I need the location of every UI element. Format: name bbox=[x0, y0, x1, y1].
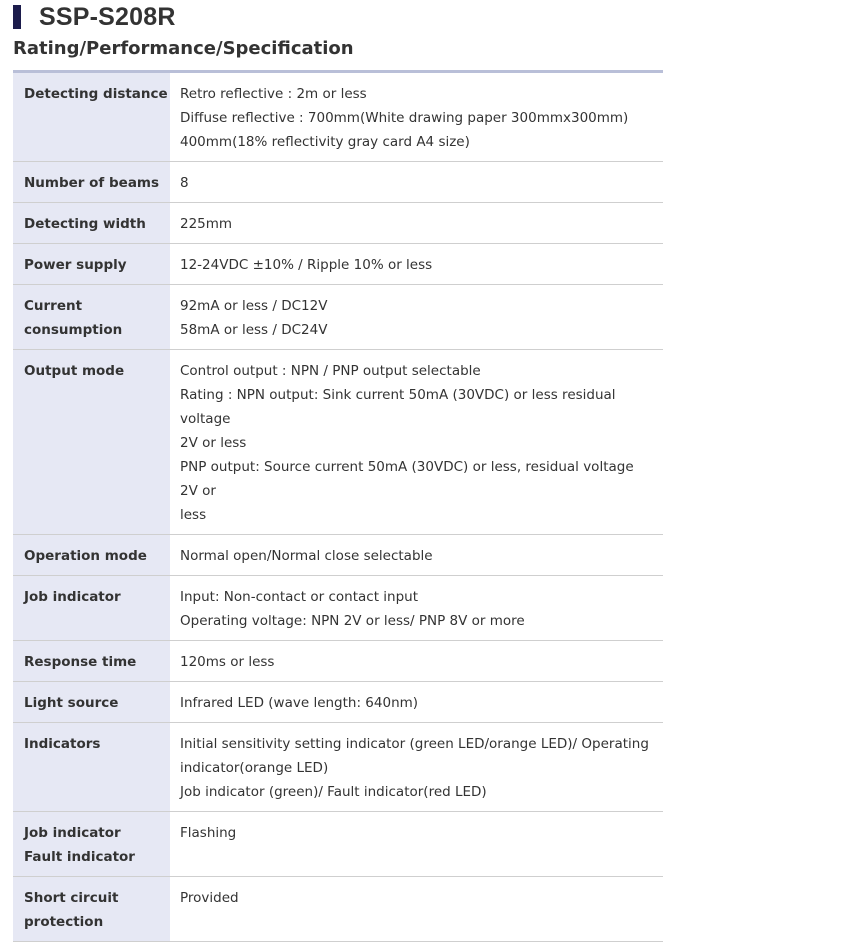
spec-value-line: PNP output: Source current 50mA (30VDC) or less, residual voltage 2V or bbox=[180, 459, 634, 499]
spec-value bbox=[170, 877, 663, 942]
spec-label-line: consumption bbox=[24, 322, 123, 338]
spec-value-line: Flashing bbox=[180, 825, 237, 841]
spec-value-line: Retro reflective : 2m or less bbox=[180, 86, 367, 102]
spec-label bbox=[13, 535, 170, 576]
spec-value-line: Provided bbox=[180, 890, 239, 906]
spec-value-line: Job indicator (green)/ Fault indicator(red LED) bbox=[180, 784, 487, 800]
spec-label bbox=[13, 285, 170, 350]
spec-row bbox=[13, 576, 663, 641]
spec-label bbox=[13, 244, 170, 285]
spec-value-line: less bbox=[180, 507, 207, 523]
spec-label-line: Detecting width bbox=[24, 216, 146, 232]
page-title-bar bbox=[13, 4, 176, 30]
spec-row bbox=[13, 244, 663, 285]
spec-value-line: 225mm bbox=[180, 216, 233, 232]
spec-row bbox=[13, 723, 663, 812]
section-heading: Rating/Performance/Specification bbox=[13, 38, 354, 59]
page-title: SSP-S208R bbox=[39, 2, 176, 31]
spec-label bbox=[13, 350, 170, 535]
spec-value-line: Operating voltage: NPN 2V or less/ PNP 8V or more bbox=[180, 613, 525, 629]
spec-value bbox=[170, 576, 663, 641]
spec-label-line: Job indicator bbox=[24, 589, 121, 605]
spec-value bbox=[170, 812, 663, 877]
title-marker bbox=[13, 5, 21, 29]
spec-value bbox=[170, 723, 663, 812]
spec-label-line: Current bbox=[24, 298, 83, 314]
spec-value-line: 92mA or less / DC12V bbox=[180, 298, 328, 314]
spec-label bbox=[13, 723, 170, 812]
spec-row bbox=[13, 203, 663, 244]
spec-row bbox=[13, 682, 663, 723]
spec-value-line: 400mm(18% reflectivity gray card A4 size) bbox=[180, 134, 470, 150]
spec-table-body bbox=[13, 72, 663, 942]
spec-label bbox=[13, 203, 170, 244]
spec-label-line: Indicators bbox=[24, 736, 101, 752]
spec-row bbox=[13, 535, 663, 576]
spec-value-line: Infrared LED (wave length: 640nm) bbox=[180, 695, 419, 711]
spec-row bbox=[13, 641, 663, 682]
spec-row bbox=[13, 877, 663, 942]
spec-value bbox=[170, 244, 663, 285]
spec-row bbox=[13, 812, 663, 877]
spec-value-line: 12-24VDC ±10% / Ripple 10% or less bbox=[180, 257, 433, 273]
spec-value-line: Initial sensitivity setting indicator (green LED/orange LED)/ Operating bbox=[180, 736, 649, 752]
spec-label-line: Response time bbox=[24, 654, 137, 670]
spec-label-line: Power supply bbox=[24, 257, 127, 273]
spec-value bbox=[170, 641, 663, 682]
spec-value bbox=[170, 72, 663, 162]
spec-value-line: Normal open/Normal close selectable bbox=[180, 548, 433, 564]
spec-label-line: Output mode bbox=[24, 363, 125, 379]
spec-label bbox=[13, 812, 170, 877]
spec-value-line: Diffuse reflective : 700mm(White drawing paper 300mmx300mm) bbox=[180, 110, 629, 126]
spec-row bbox=[13, 162, 663, 203]
spec-value-line: indicator(orange LED) bbox=[180, 760, 329, 776]
spec-label-line: Light source bbox=[24, 695, 119, 711]
spec-value-line: Input: Non-contact or contact input bbox=[180, 589, 419, 605]
spec-label bbox=[13, 576, 170, 641]
spec-label-line: Operation mode bbox=[24, 548, 147, 564]
spec-label-line: Detecting distance bbox=[24, 86, 168, 102]
spec-value-line: Control output : NPN / PNP output selectable bbox=[180, 363, 481, 379]
spec-label bbox=[13, 682, 170, 723]
spec-table bbox=[13, 70, 663, 942]
spec-label-line: Job indicator bbox=[24, 825, 121, 841]
spec-row bbox=[13, 285, 663, 350]
spec-label bbox=[13, 641, 170, 682]
spec-value-line: Rating : NPN output: Sink current 50mA (30VDC) or less residual voltage bbox=[180, 387, 616, 427]
spec-label-line: Short circuit bbox=[24, 890, 119, 906]
spec-value bbox=[170, 535, 663, 576]
spec-row bbox=[13, 72, 663, 162]
spec-value bbox=[170, 203, 663, 244]
spec-value-line: 8 bbox=[180, 175, 189, 191]
spec-value-line: 120ms or less bbox=[180, 654, 275, 670]
spec-value bbox=[170, 682, 663, 723]
spec-label bbox=[13, 877, 170, 942]
spec-value-line: 58mA or less / DC24V bbox=[180, 322, 328, 338]
spec-label-line: Fault indicator bbox=[24, 849, 135, 865]
spec-row bbox=[13, 350, 663, 535]
spec-label-line: Number of beams bbox=[24, 175, 160, 191]
spec-value bbox=[170, 162, 663, 203]
spec-label-line: protection bbox=[24, 914, 104, 930]
spec-value bbox=[170, 285, 663, 350]
spec-label bbox=[13, 162, 170, 203]
spec-value bbox=[170, 350, 663, 535]
spec-label bbox=[13, 72, 170, 162]
spec-value-line: 2V or less bbox=[180, 435, 247, 451]
